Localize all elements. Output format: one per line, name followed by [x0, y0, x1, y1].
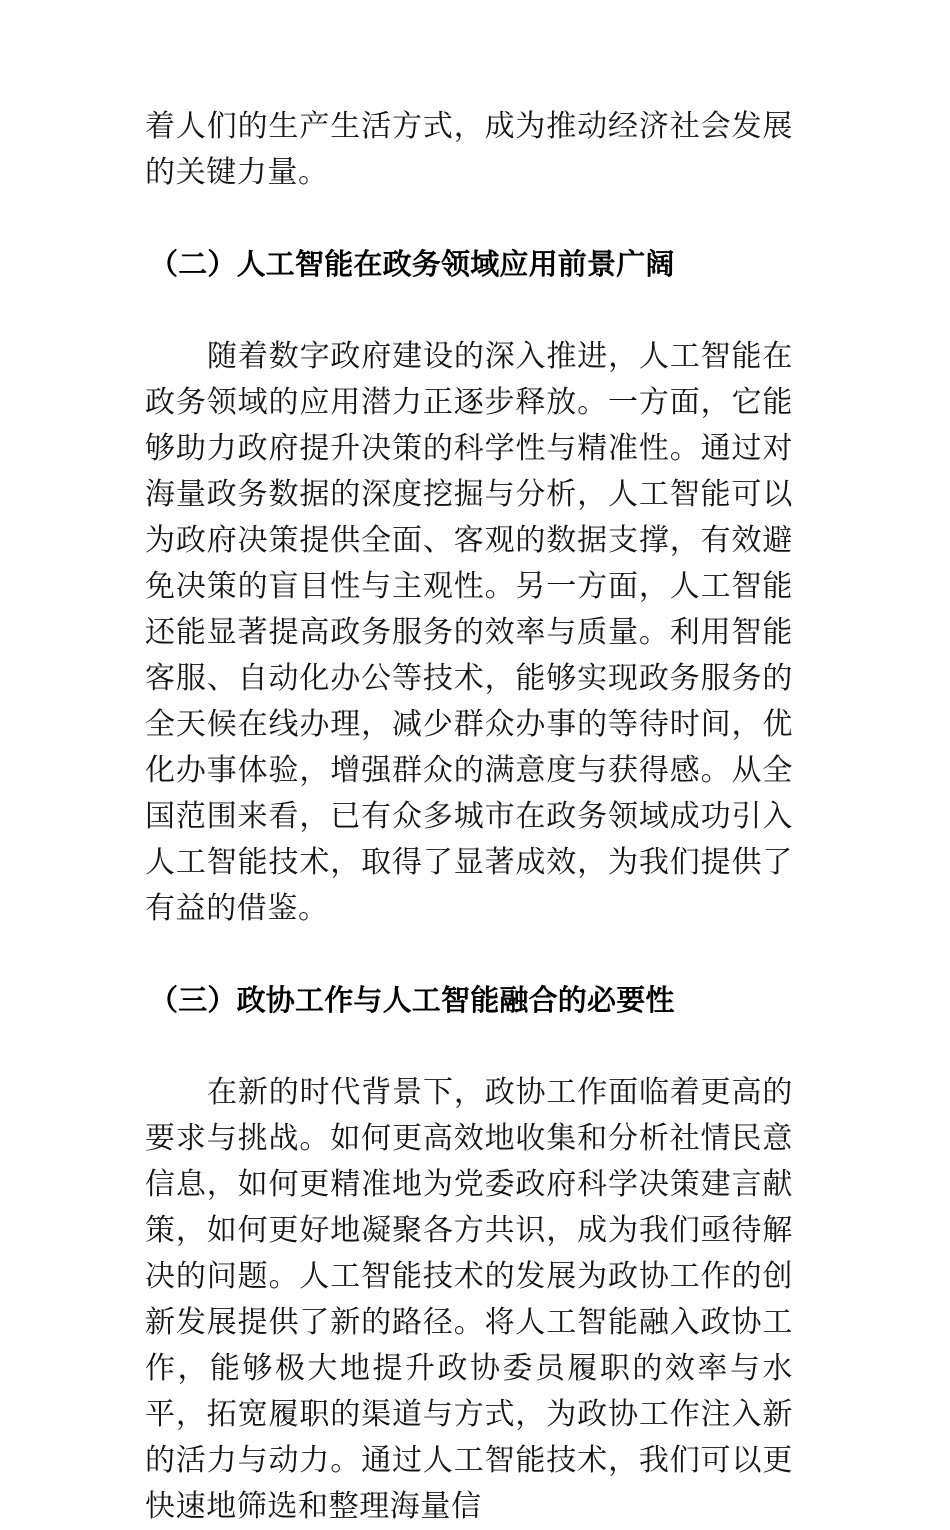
paragraph-section-2-body: 随着数字政府建设的深入推进，人工智能在政务领域的应用潜力正逐步释放。一方面，它能够助力政府提升决策的科学性与精准性。通过对海量政务数据的深度挖掘与分析，人工智能可以为政府决策提供全面、客观的数据支撑，有效避免决策的盲目性与主观性。另一方面，人工智能还能显著提高政务服务的效率与质量。利用智能客服、自动化办公等技术，能够实现政务服务的全天候在线办理，减少群众办事的等待时间，优化办事体验，增强群众的满意度与获得感。从全国范围来看，已有众多城市在政务领域成功引入人工智能技术，取得了显著成效，为我们提供了有益的借鉴。 [145, 339, 793, 926]
spacer-before-heading-2 [145, 196, 793, 242]
spacer-after-heading-3 [145, 1024, 793, 1070]
section-heading-2: （二）人工智能在政务领域应用前景广阔 [149, 249, 675, 281]
paragraph-section-3-body: 在新的时代背景下，政协工作面临着更高的要求与挑战。如何更高效地收集和分析社情民意信息，如何更精准地为党委政府科学决策建言献策，如何更好地凝聚各方共识，成为我们亟待解决的问题。人工智能技术的发展为政协工作的创新发展提供了新的路径。将人工智能融入政协工作，能够极大地提升政协委员履职的效率与水平，拓宽履职的渠道与方式，为政协工作注入新的活力与动力。通过人工智能技术，我们可以更快速地筛选和整理海量信 [145, 1075, 793, 1524]
paragraph-continuation: 着人们的生产生活方式，成为推动经济社会发展的关键力量。 [145, 109, 793, 190]
section-heading-3: （三）政协工作与人工智能融合的必要性 [149, 985, 675, 1017]
spacer-before-heading-3 [145, 932, 793, 978]
spacer-after-heading-2 [145, 288, 793, 334]
text-column [145, 104, 793, 1530]
